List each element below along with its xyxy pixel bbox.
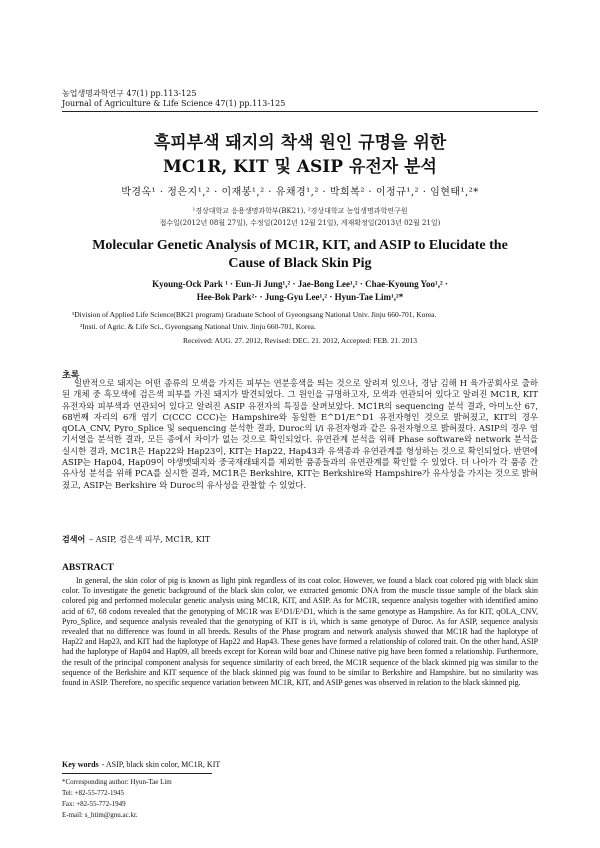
- english-keywords: [62, 760, 220, 769]
- footnote-email: E-mail: s_htim@gnu.ac.kr.: [62, 811, 138, 819]
- english-keywords-text: - ASIP, black skin color, MC1R, KIT: [101, 760, 221, 769]
- footnote-fax: Fax: +82-55-772-1949: [62, 800, 126, 808]
- journal-header-english: Journal of Agriculture & Life Science 47(1) pp.113-125: [62, 99, 286, 108]
- english-abstract-text: In general, the skin color of pig is known as light pink regardless of its coat color. However, we found a black coat colored pig with black skin color. To investigate the genetic background of the black skin color, we extracted genomic DNA from the muscle tissue sample of the black skin colored pig and performed molecular genetic analysis using MC1R, KIT, and ASIP. As for MC1R, sequence analysis together with identified amino acid of 67, 68 codons revealed that the genotyping of MC1R was E^D1/E^D1, which is the same genotype as Hampshire. As for KIT, qOLA_CNV, Pyro_Splice, and sequence analysis revealed that the genotyping of KIT is i/i, which is same genotype of Duroc. As for ASIP, sequence analysis revealed that no difference was found in all breeds. Results of the Phase program and network analysis showed that MC1R had the haplotype of Hap22 and Hap23, and KIT had the haplotype of Hap22 and Hap43. These genes have formed a relationship of colored trait. On the other hand, ASIP had the haplotype of Hap04 and Hap09, all breeds except for Korean wild boar and Chinese native pig have been formed a relationship. Furthermore, the result of the principal component analysis for sequence similarity of each breed, the MC1R sequence of the black skinned pig was similar to the sequence of the Berkshire and KIT sequence of the black skinned pig was found to be similar to Berkshire and Hampshire. but no similarity was found in ASIP. Therefore, no specific sequence variation between MC1R, KIT, and ASIP genes was observed in relation to the black skinned pig.: [62, 576, 538, 688]
- korean-affiliation: ¹경상대학교 응용생명과학부(BK21), ²경상대학교 농업생명과학연구원: [192, 207, 408, 215]
- english-title-line2: Cause of Black Skin Pig: [228, 256, 372, 271]
- journal-header: [62, 89, 285, 109]
- korean-keywords-label: 검색어: [62, 534, 86, 544]
- english-keywords-label: Key words: [62, 760, 99, 769]
- corresponding-author: *Corresponding author: Hyun-Tae Lim: [62, 778, 172, 786]
- english-affiliation-2: ²Insti. of Agric. & Life Sci., Gyeongsang National Univ. Jinju 660-701, Korea.: [80, 322, 316, 331]
- korean-abstract-text: 일반적으로 돼지는 어떤 종류의 모색을 가지든 피부는 연분홍색을 띄는 것으로 알려져 있으나, 경남 김해 H 육가공회사로 출하된 개체 중 흑모색에 검은색 피부를 가진 돼지가 발견되었다. 그 원인을 규명하고자, 모색과 연관되어 있다고 알려진 MC1R, KIT 유전자와 피부색과 연관되어 있다고 알려진 ASIP 유전자의 특징을 살펴보았다. MC1R의 sequencing 분석 결과, 아미노산 67, 68번째 자리의 6개 염기 C(CCC CCC)는 Hampshire와 동일한 E^D1/E^D1 유전자형인 것으로 밝혀졌고, KIT의 경우 qOLA_CNV, Pyro_Splice 및 sequencing 분석한 결과, Duroc의 i/i 유전자형과 같은 유전자형으로 밝혀졌다. ASIP의 경우 염기서열을 분석한 결과, 모든 종에서 차이가 없는 것으로 확인되었다. 유연관계 분석을 위해 Phase software와 network 분석을 실시한 결과, MC1R은 Hap22와 Hap23이, KIT는 Hap22, Hap43과 유색종과 유연관계를 형성하는 것으로 확인되었다. 반면에 ASIP는 Hap04, Hap09이 야생멧돼지와 중국재래돼지를 제외한 품종들과의 유연관계를 확인할 수 있었다. 더 나아가 각 품종 간 유사성 분석을 위해 PCA를 실시한 결과, MC1R은 Berkshire, KIT는 Berkshire와 Hampshire가 유사성을 가지는 것으로 밝혀졌고, ASIP는 Berkshire 와 Duroc의 유사성을 관찰할 수 있었다.: [62, 378, 538, 490]
- korean-title-line1: 흑피부색 돼지의 착색 원인 규명을 위한: [153, 133, 447, 153]
- korean-title-line2: MC1R, KIT 및 ASIP 유전자 분석: [163, 157, 437, 177]
- korean-keywords: [62, 534, 210, 545]
- footnote-tel: Tel: +82-55-772-1945: [62, 789, 124, 797]
- english-abstract-heading: ABSTRACT: [62, 563, 114, 573]
- english-affiliation-1: ¹Division of Applied Life Science(BK21 program) Graduate School of Gyeongsang National Univ. Jinju 660-701, Korea.: [72, 310, 437, 319]
- korean-dates: 접수일(2012년 08월 27일), 수정일(2012년 12월 21일), 게재확정일(2013년 02월 21일): [159, 219, 441, 227]
- korean-abstract-heading: 초록: [62, 371, 80, 381]
- english-title-line1: Molecular Genetic Analysis of MC1R, KIT, and ASIP to Elucidate the: [92, 238, 508, 253]
- korean-keywords-text: – ASIP, 검은색 피부, MC1R, KIT: [89, 535, 211, 544]
- english-authors-line1: Kyoung-Ock Park ¹ · Eun-Ji Jung¹,² · Jae-Bong Lee¹,² · Chae-Kyoung Yoo¹,² ·: [152, 279, 448, 289]
- footnote-divider: [62, 773, 212, 774]
- received-dates: Received: AUG. 27. 2012, Revised: DEC. 21. 2012, Accepted: FEB. 21. 2013: [183, 336, 417, 345]
- korean-authors: 박경옥¹ · 정은지¹,² · 이재봉¹,² · 유채경¹,² · 박희복² · 이정규¹,² · 임현태¹,²*: [121, 187, 479, 198]
- header-divider: [62, 111, 538, 112]
- english-authors-line2: Hee-Bok Park²· · Jung-Gyu Lee¹,² · Hyun-Tae Lim¹,²*: [196, 292, 404, 302]
- journal-header-korean: 농업생명과학연구 47(1) pp.113-125: [62, 89, 197, 98]
